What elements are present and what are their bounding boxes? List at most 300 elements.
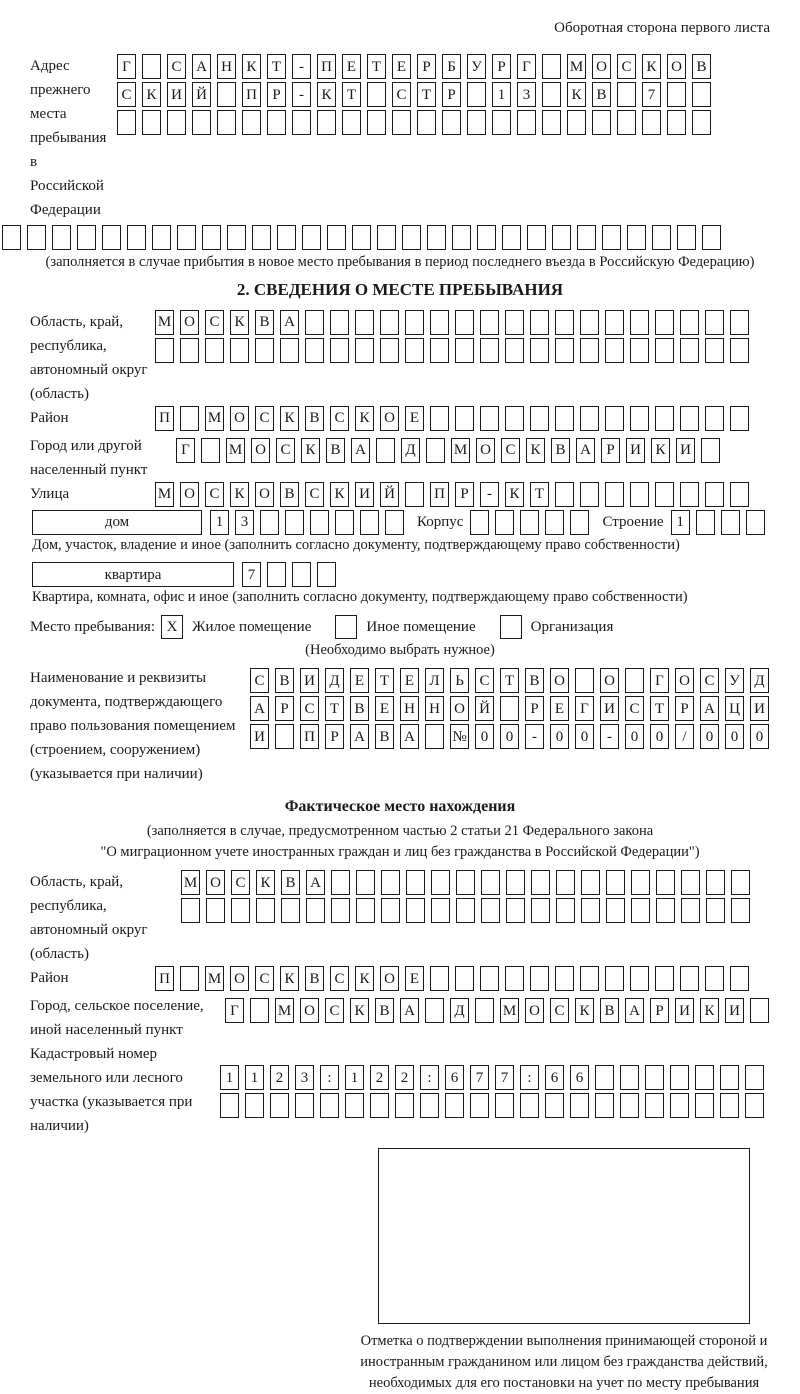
char-box[interactable]: В xyxy=(305,966,324,991)
char-box[interactable]: У xyxy=(467,54,486,79)
char-box[interactable] xyxy=(430,310,449,335)
char-box[interactable] xyxy=(605,406,624,431)
char-box[interactable] xyxy=(455,966,474,991)
char-box[interactable] xyxy=(555,482,574,507)
char-box[interactable] xyxy=(331,870,350,895)
char-box[interactable] xyxy=(281,898,300,923)
char-box[interactable] xyxy=(367,110,386,135)
char-box[interactable] xyxy=(430,406,449,431)
char-box[interactable]: О xyxy=(592,54,611,79)
char-box[interactable]: 6 xyxy=(545,1065,564,1090)
char-box[interactable] xyxy=(310,510,329,535)
char-box[interactable] xyxy=(406,898,425,923)
char-box[interactable]: К xyxy=(355,966,374,991)
char-box[interactable]: 0 xyxy=(550,724,569,749)
char-box[interactable] xyxy=(567,110,586,135)
char-box[interactable] xyxy=(217,110,236,135)
char-box[interactable] xyxy=(405,482,424,507)
char-box[interactable] xyxy=(480,310,499,335)
char-box[interactable] xyxy=(556,898,575,923)
char-box[interactable]: 0 xyxy=(475,724,494,749)
char-box[interactable]: К xyxy=(230,310,249,335)
char-box[interactable] xyxy=(217,82,236,107)
char-box[interactable]: 1 xyxy=(492,82,511,107)
char-box[interactable] xyxy=(667,110,686,135)
char-box[interactable] xyxy=(642,110,661,135)
char-box[interactable]: К xyxy=(317,82,336,107)
char-box[interactable]: С xyxy=(330,966,349,991)
char-box[interactable] xyxy=(280,338,299,363)
char-box[interactable]: Е xyxy=(405,966,424,991)
char-box[interactable] xyxy=(706,898,725,923)
char-box[interactable]: / xyxy=(675,724,694,749)
char-box[interactable] xyxy=(180,406,199,431)
char-box[interactable]: Т xyxy=(530,482,549,507)
char-box[interactable]: М xyxy=(275,998,294,1023)
char-box[interactable]: Г xyxy=(575,696,594,721)
char-box[interactable]: С xyxy=(276,438,295,463)
char-box[interactable] xyxy=(256,898,275,923)
char-box[interactable] xyxy=(731,898,750,923)
char-box[interactable] xyxy=(731,870,750,895)
char-box[interactable] xyxy=(556,870,575,895)
char-box[interactable] xyxy=(577,225,596,250)
char-box[interactable] xyxy=(250,998,269,1023)
char-box[interactable] xyxy=(655,482,674,507)
char-box[interactable] xyxy=(555,966,574,991)
char-box[interactable] xyxy=(376,438,395,463)
char-box[interactable]: И xyxy=(250,724,269,749)
char-box[interactable]: Т xyxy=(500,668,519,693)
char-box[interactable]: К xyxy=(505,482,524,507)
char-box[interactable] xyxy=(606,870,625,895)
char-box[interactable]: 7 xyxy=(470,1065,489,1090)
char-box[interactable] xyxy=(696,510,715,535)
char-box[interactable] xyxy=(730,482,749,507)
char-box[interactable] xyxy=(430,966,449,991)
char-box[interactable] xyxy=(255,338,274,363)
char-box[interactable] xyxy=(580,310,599,335)
char-box[interactable] xyxy=(605,338,624,363)
char-box[interactable] xyxy=(495,510,514,535)
char-box[interactable] xyxy=(670,1065,689,1090)
char-box[interactable]: П xyxy=(155,406,174,431)
char-box[interactable] xyxy=(335,510,354,535)
char-box[interactable] xyxy=(680,482,699,507)
char-box[interactable] xyxy=(495,1093,514,1118)
char-box[interactable]: А xyxy=(625,998,644,1023)
char-box[interactable] xyxy=(520,510,539,535)
char-box[interactable] xyxy=(180,966,199,991)
char-box[interactable] xyxy=(630,482,649,507)
char-box[interactable]: С xyxy=(117,82,136,107)
char-box[interactable]: Р xyxy=(417,54,436,79)
char-box[interactable]: П xyxy=(300,724,319,749)
char-box[interactable]: 2 xyxy=(395,1065,414,1090)
char-box[interactable] xyxy=(730,310,749,335)
char-box[interactable] xyxy=(630,338,649,363)
char-box[interactable]: В xyxy=(326,438,345,463)
char-box[interactable]: : xyxy=(320,1065,339,1090)
char-box[interactable] xyxy=(52,225,71,250)
char-box[interactable]: № xyxy=(450,724,469,749)
char-box[interactable] xyxy=(117,110,136,135)
char-box[interactable] xyxy=(680,406,699,431)
char-box[interactable] xyxy=(455,406,474,431)
char-box[interactable] xyxy=(542,82,561,107)
char-box[interactable] xyxy=(370,1093,389,1118)
char-box[interactable] xyxy=(580,406,599,431)
char-box[interactable]: И xyxy=(750,696,769,721)
char-box[interactable]: О xyxy=(550,668,569,693)
char-box[interactable] xyxy=(692,110,711,135)
char-box[interactable]: С xyxy=(250,668,269,693)
char-box[interactable] xyxy=(277,225,296,250)
char-box[interactable] xyxy=(202,225,221,250)
char-box[interactable] xyxy=(680,966,699,991)
char-box[interactable] xyxy=(342,110,361,135)
char-box[interactable]: Т xyxy=(267,54,286,79)
char-box[interactable] xyxy=(555,338,574,363)
char-box[interactable] xyxy=(206,898,225,923)
char-box[interactable]: А xyxy=(192,54,211,79)
char-box[interactable] xyxy=(275,724,294,749)
char-box[interactable] xyxy=(456,898,475,923)
char-box[interactable] xyxy=(295,1093,314,1118)
char-box[interactable]: Г xyxy=(176,438,195,463)
char-box[interactable]: Р xyxy=(601,438,620,463)
char-box[interactable]: М xyxy=(205,406,224,431)
char-box[interactable] xyxy=(302,225,321,250)
char-box[interactable]: - xyxy=(525,724,544,749)
char-box[interactable]: О xyxy=(476,438,495,463)
char-box[interactable]: 3 xyxy=(235,510,254,535)
residential-checkbox[interactable]: X xyxy=(161,615,183,639)
char-box[interactable]: В xyxy=(255,310,274,335)
char-box[interactable]: 0 xyxy=(700,724,719,749)
char-box[interactable]: 0 xyxy=(575,724,594,749)
char-box[interactable] xyxy=(167,110,186,135)
house-type-box[interactable]: дом xyxy=(32,510,202,535)
char-box[interactable] xyxy=(692,82,711,107)
char-box[interactable]: 0 xyxy=(625,724,644,749)
char-box[interactable] xyxy=(367,82,386,107)
char-box[interactable]: М xyxy=(567,54,586,79)
char-box[interactable] xyxy=(305,338,324,363)
char-box[interactable] xyxy=(405,310,424,335)
char-box[interactable]: Й xyxy=(380,482,399,507)
char-box[interactable]: Л xyxy=(425,668,444,693)
char-box[interactable]: С xyxy=(625,696,644,721)
char-box[interactable]: К xyxy=(567,82,586,107)
char-box[interactable]: О xyxy=(525,998,544,1023)
char-box[interactable] xyxy=(730,406,749,431)
char-box[interactable] xyxy=(530,338,549,363)
char-box[interactable] xyxy=(470,1093,489,1118)
char-box[interactable] xyxy=(425,724,444,749)
char-box[interactable] xyxy=(506,870,525,895)
char-box[interactable]: М xyxy=(500,998,519,1023)
char-box[interactable]: А xyxy=(351,438,370,463)
char-box[interactable]: К xyxy=(280,966,299,991)
char-box[interactable]: Д xyxy=(325,668,344,693)
char-box[interactable]: Т xyxy=(375,668,394,693)
char-box[interactable] xyxy=(380,310,399,335)
char-box[interactable]: О xyxy=(667,54,686,79)
char-box[interactable] xyxy=(442,110,461,135)
char-box[interactable] xyxy=(355,338,374,363)
char-box[interactable] xyxy=(631,898,650,923)
char-box[interactable] xyxy=(330,338,349,363)
char-box[interactable] xyxy=(420,1093,439,1118)
char-box[interactable] xyxy=(750,998,769,1023)
char-box[interactable]: Е xyxy=(550,696,569,721)
char-box[interactable] xyxy=(652,225,671,250)
char-box[interactable] xyxy=(667,82,686,107)
char-box[interactable]: Р xyxy=(675,696,694,721)
char-box[interactable] xyxy=(192,110,211,135)
char-box[interactable] xyxy=(575,668,594,693)
char-box[interactable]: С xyxy=(305,482,324,507)
char-box[interactable]: М xyxy=(181,870,200,895)
char-box[interactable]: А xyxy=(700,696,719,721)
char-box[interactable] xyxy=(430,338,449,363)
char-box[interactable]: М xyxy=(155,482,174,507)
char-box[interactable] xyxy=(620,1065,639,1090)
char-box[interactable] xyxy=(655,338,674,363)
char-box[interactable]: К xyxy=(330,482,349,507)
char-box[interactable] xyxy=(392,110,411,135)
char-box[interactable]: В xyxy=(350,696,369,721)
char-box[interactable] xyxy=(595,1093,614,1118)
char-box[interactable]: Т xyxy=(367,54,386,79)
char-box[interactable] xyxy=(417,110,436,135)
char-box[interactable]: Г xyxy=(117,54,136,79)
char-box[interactable] xyxy=(680,338,699,363)
char-box[interactable] xyxy=(605,482,624,507)
char-box[interactable] xyxy=(656,870,675,895)
char-box[interactable]: А xyxy=(400,998,419,1023)
char-box[interactable]: О xyxy=(180,482,199,507)
char-box[interactable]: 0 xyxy=(500,724,519,749)
char-box[interactable]: О xyxy=(251,438,270,463)
char-box[interactable] xyxy=(405,338,424,363)
char-box[interactable] xyxy=(530,406,549,431)
char-box[interactable] xyxy=(425,998,444,1023)
char-box[interactable]: 7 xyxy=(642,82,661,107)
organization-checkbox[interactable] xyxy=(500,615,522,639)
char-box[interactable] xyxy=(630,406,649,431)
char-box[interactable] xyxy=(27,225,46,250)
char-box[interactable] xyxy=(745,1065,764,1090)
char-box[interactable]: Е xyxy=(350,668,369,693)
char-box[interactable]: К xyxy=(230,482,249,507)
char-box[interactable]: К xyxy=(256,870,275,895)
char-box[interactable] xyxy=(580,482,599,507)
char-box[interactable]: Е xyxy=(342,54,361,79)
char-box[interactable] xyxy=(406,870,425,895)
char-box[interactable] xyxy=(230,338,249,363)
char-box[interactable]: К xyxy=(301,438,320,463)
char-box[interactable] xyxy=(285,510,304,535)
char-box[interactable] xyxy=(505,338,524,363)
char-box[interactable] xyxy=(542,110,561,135)
char-box[interactable] xyxy=(505,966,524,991)
char-box[interactable]: С xyxy=(330,406,349,431)
char-box[interactable]: Т xyxy=(342,82,361,107)
char-box[interactable] xyxy=(617,110,636,135)
char-box[interactable] xyxy=(655,406,674,431)
char-box[interactable] xyxy=(467,82,486,107)
char-box[interactable]: 6 xyxy=(570,1065,589,1090)
char-box[interactable] xyxy=(545,1093,564,1118)
char-box[interactable] xyxy=(505,406,524,431)
char-box[interactable] xyxy=(617,82,636,107)
char-box[interactable]: 7 xyxy=(495,1065,514,1090)
char-box[interactable] xyxy=(677,225,696,250)
char-box[interactable]: Т xyxy=(325,696,344,721)
char-box[interactable] xyxy=(245,1093,264,1118)
char-box[interactable]: - xyxy=(292,82,311,107)
char-box[interactable] xyxy=(242,110,261,135)
char-box[interactable] xyxy=(356,870,375,895)
char-box[interactable] xyxy=(695,1065,714,1090)
char-box[interactable]: 0 xyxy=(750,724,769,749)
char-box[interactable]: В xyxy=(600,998,619,1023)
char-box[interactable]: Е xyxy=(400,668,419,693)
char-box[interactable] xyxy=(152,225,171,250)
char-box[interactable] xyxy=(517,110,536,135)
char-box[interactable]: И xyxy=(725,998,744,1023)
char-box[interactable] xyxy=(402,225,421,250)
char-box[interactable]: С xyxy=(700,668,719,693)
char-box[interactable] xyxy=(181,898,200,923)
char-box[interactable]: В xyxy=(551,438,570,463)
char-box[interactable]: 2 xyxy=(370,1065,389,1090)
char-box[interactable]: С xyxy=(255,406,274,431)
char-box[interactable] xyxy=(655,966,674,991)
char-box[interactable]: Ц xyxy=(725,696,744,721)
char-box[interactable] xyxy=(655,310,674,335)
char-box[interactable] xyxy=(201,438,220,463)
char-box[interactable] xyxy=(177,225,196,250)
char-box[interactable]: О xyxy=(230,966,249,991)
char-box[interactable] xyxy=(531,898,550,923)
apartment-type-box[interactable]: квартира xyxy=(32,562,234,587)
char-box[interactable] xyxy=(605,310,624,335)
char-box[interactable]: Г xyxy=(650,668,669,693)
char-box[interactable]: О xyxy=(675,668,694,693)
char-box[interactable] xyxy=(527,225,546,250)
char-box[interactable] xyxy=(431,870,450,895)
char-box[interactable] xyxy=(570,1093,589,1118)
char-box[interactable] xyxy=(705,406,724,431)
char-box[interactable] xyxy=(381,870,400,895)
char-box[interactable] xyxy=(492,110,511,135)
char-box[interactable] xyxy=(395,1093,414,1118)
char-box[interactable]: И xyxy=(626,438,645,463)
char-box[interactable]: - xyxy=(480,482,499,507)
char-box[interactable]: 7 xyxy=(242,562,261,587)
char-box[interactable]: В xyxy=(525,668,544,693)
char-box[interactable] xyxy=(620,1093,639,1118)
char-box[interactable] xyxy=(530,310,549,335)
char-box[interactable]: А xyxy=(250,696,269,721)
char-box[interactable]: Г xyxy=(225,998,244,1023)
char-box[interactable] xyxy=(592,110,611,135)
char-box[interactable] xyxy=(531,870,550,895)
char-box[interactable]: 1 xyxy=(220,1065,239,1090)
char-box[interactable] xyxy=(292,562,311,587)
char-box[interactable]: Д xyxy=(450,998,469,1023)
char-box[interactable]: Н xyxy=(425,696,444,721)
char-box[interactable]: М xyxy=(205,966,224,991)
char-box[interactable] xyxy=(305,310,324,335)
char-box[interactable] xyxy=(317,562,336,587)
char-box[interactable] xyxy=(706,870,725,895)
char-box[interactable]: Е xyxy=(405,406,424,431)
char-box[interactable] xyxy=(155,338,174,363)
char-box[interactable]: Р xyxy=(267,82,286,107)
char-box[interactable] xyxy=(292,110,311,135)
char-box[interactable] xyxy=(445,1093,464,1118)
char-box[interactable]: К xyxy=(242,54,261,79)
char-box[interactable] xyxy=(681,898,700,923)
char-box[interactable] xyxy=(702,225,721,250)
char-box[interactable]: С xyxy=(205,310,224,335)
char-box[interactable]: К xyxy=(142,82,161,107)
char-box[interactable] xyxy=(345,1093,364,1118)
char-box[interactable]: И xyxy=(676,438,695,463)
char-box[interactable] xyxy=(467,110,486,135)
char-box[interactable] xyxy=(317,110,336,135)
char-box[interactable] xyxy=(542,54,561,79)
char-box[interactable] xyxy=(456,870,475,895)
char-box[interactable]: Д xyxy=(401,438,420,463)
char-box[interactable] xyxy=(267,562,286,587)
char-box[interactable]: Е xyxy=(392,54,411,79)
char-box[interactable]: 0 xyxy=(650,724,669,749)
char-box[interactable] xyxy=(320,1093,339,1118)
char-box[interactable]: Д xyxy=(750,668,769,693)
char-box[interactable]: 1 xyxy=(245,1065,264,1090)
char-box[interactable]: Р xyxy=(525,696,544,721)
char-box[interactable] xyxy=(630,310,649,335)
char-box[interactable] xyxy=(695,1093,714,1118)
char-box[interactable]: И xyxy=(300,668,319,693)
char-box[interactable] xyxy=(670,1093,689,1118)
char-box[interactable] xyxy=(352,225,371,250)
char-box[interactable]: К xyxy=(355,406,374,431)
char-box[interactable] xyxy=(720,1093,739,1118)
char-box[interactable] xyxy=(2,225,21,250)
char-box[interactable] xyxy=(500,696,519,721)
char-box[interactable] xyxy=(380,338,399,363)
char-box[interactable] xyxy=(270,1093,289,1118)
char-box[interactable] xyxy=(480,966,499,991)
char-box[interactable] xyxy=(555,406,574,431)
char-box[interactable] xyxy=(360,510,379,535)
char-box[interactable] xyxy=(705,482,724,507)
char-box[interactable]: Р xyxy=(275,696,294,721)
char-box[interactable]: Р xyxy=(492,54,511,79)
char-box[interactable] xyxy=(625,668,644,693)
char-box[interactable] xyxy=(205,338,224,363)
confirmation-stamp-box[interactable] xyxy=(378,1148,750,1324)
char-box[interactable] xyxy=(552,225,571,250)
char-box[interactable]: Р xyxy=(325,724,344,749)
char-box[interactable]: К xyxy=(526,438,545,463)
